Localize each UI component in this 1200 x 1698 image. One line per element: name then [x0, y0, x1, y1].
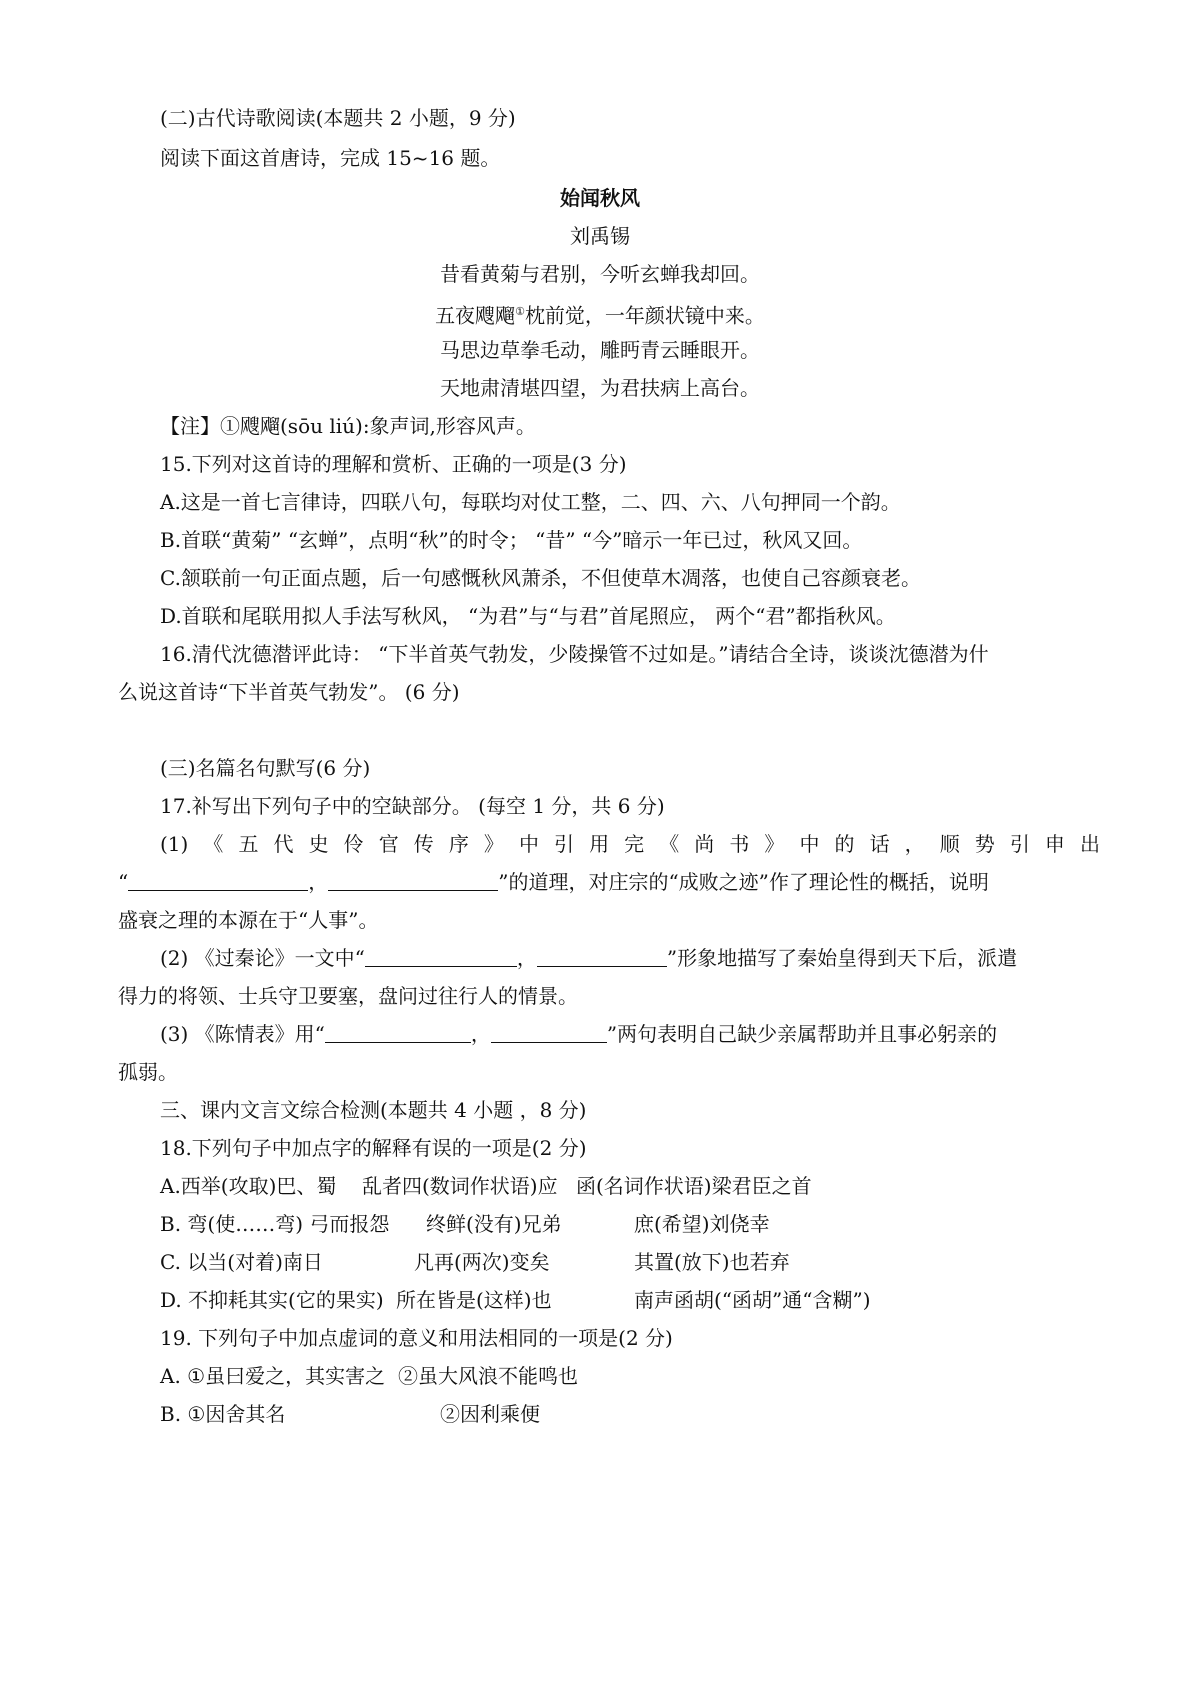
answer-blank-3[interactable]	[365, 946, 517, 967]
answer-blank-2[interactable]	[328, 870, 498, 891]
q18-option-b	[160, 1210, 1100, 1238]
comma: ，	[470, 1022, 491, 1046]
justified-char: 话	[869, 832, 890, 856]
q16-line-2: 么说这首诗“下半首英气勃发”。 (6 分)	[118, 680, 460, 704]
justified-char: 官	[378, 832, 399, 856]
justified-char: 中	[518, 832, 539, 856]
justified-char: 引	[1009, 832, 1030, 856]
poem-author: 刘禹锡	[570, 224, 630, 248]
q18-option-d	[160, 1286, 1100, 1314]
section-heading-recitation: (三)名篇名句默写(6 分)	[160, 756, 371, 780]
q18-option-a	[160, 1172, 1100, 1200]
justified-char: 出	[1079, 832, 1100, 856]
justified-char: ，	[904, 832, 925, 856]
justified-char: 中	[799, 832, 820, 856]
answer-blank-5[interactable]	[325, 1022, 471, 1043]
q18-d-col-3: 南声函胡(“函胡”通“含糊”)	[634, 1288, 871, 1312]
q18-c-col-2: 凡再(两次)变矣	[414, 1250, 550, 1274]
justified-char: 》	[483, 832, 504, 856]
q17-item-3-line-2: 孤弱。	[118, 1060, 178, 1084]
justified-char: 《	[659, 832, 680, 856]
comma: ，	[308, 870, 329, 894]
q18-option-c	[160, 1248, 1100, 1276]
part-three-heading: 三、课内文言文综合检测(本题共 4 小题 ，8 分)	[160, 1098, 587, 1122]
q19-b-sentence-1: B. ①因舍其名	[160, 1402, 286, 1426]
q18-b-col-2: 终鲜(没有)兄弟	[426, 1212, 562, 1236]
answer-blank-1[interactable]	[128, 870, 308, 891]
q18-b-col-1: B. 弯(使……弯) 弓而报怨	[160, 1212, 390, 1236]
answer-blank-4[interactable]	[537, 946, 667, 967]
q18-a-col-1: A.西举(攻取)巴、蜀	[160, 1174, 337, 1198]
justified-char: 五	[238, 832, 259, 856]
justified-char: 的	[834, 832, 855, 856]
justified-char: 完	[624, 832, 645, 856]
q17-item-3-prefix: (3) 《陈情表》用“	[160, 1022, 325, 1046]
justified-char: 》	[764, 832, 785, 856]
q19-option-b	[160, 1400, 1100, 1428]
justified-char: 势	[974, 832, 995, 856]
justified-char: 顺	[939, 832, 960, 856]
q19-a-sentence-1: A. ①虽曰爱之，其实害之	[160, 1364, 386, 1388]
footnote-marker: ①	[515, 305, 525, 318]
justified-char: 伶	[343, 832, 364, 856]
comma: ，	[516, 946, 537, 970]
q18-stem: 18.下列句子中加点字的解释有误的一项是(2 分)	[160, 1136, 587, 1160]
justified-char: 史	[308, 832, 329, 856]
q19-a-sentence-2: ②虽大风浪不能鸣也	[398, 1364, 578, 1388]
poem-line-1: 昔看黄菊与君别，今听玄蝉我却回。	[440, 262, 760, 286]
q18-a-col-2: 乱者四(数词作状语)应	[362, 1174, 558, 1198]
q17-item-3-suffix: ”两句表明自己缺少亲属帮助并且事必躬亲的	[606, 1022, 998, 1046]
q19-b-sentence-2: ②因利乘便	[440, 1402, 540, 1426]
q18-b-col-3: 庶(希望)刘侥幸	[634, 1212, 770, 1236]
q17-item-2-prefix: (2) 《过秦论》一文中“	[160, 946, 365, 970]
section-heading-poetry: (二)古代诗歌阅读(本题共 2 小题，9 分)	[160, 106, 516, 130]
q15-option-a: A.这是一首七言律诗，四联八句，每联均对仗工整，二、四、六、八句押同一个韵。	[160, 490, 901, 514]
reading-instruction: 阅读下面这首唐诗，完成 15~16 题。	[160, 146, 501, 170]
q17-item-1-line-3: 盛衰之理的本源在于“人事”。	[118, 908, 379, 932]
q18-c-col-1: C. 以当(对着)南日	[160, 1250, 323, 1274]
poem-line-4: 天地肃清堪四望，为君扶病上高台。	[440, 376, 760, 400]
q17-item-3-line-1	[160, 1020, 997, 1048]
justified-char: 传	[413, 832, 434, 856]
justified-char: 用	[589, 832, 610, 856]
answer-blank-6[interactable]	[491, 1022, 607, 1043]
q17-item-1-line-1	[160, 830, 1100, 858]
q17-stem: 17.补写出下列句子中的空缺部分。 (每空 1 分，共 6 分)	[160, 794, 665, 818]
justified-char: 尚	[694, 832, 715, 856]
q17-item-1-rest: ”的道理，对庄宗的“成败之迹”作了理论性的概括，说明	[498, 870, 989, 894]
poem-line-3: 马思边草拳毛动，雕眄青云睡眼开。	[440, 338, 760, 362]
poem-note: 【注】①飕飗(sōu liú):象声词,形容风声。	[160, 414, 536, 438]
q17-item-1-line-2	[118, 868, 989, 896]
q18-c-col-3: 其置(放下)也若弃	[634, 1250, 790, 1274]
q15-option-d: D.首联和尾联用拟人手法写秋风， “为君”与“与君”首尾照应， 两个“君”都指秋风。	[160, 604, 896, 628]
justified-char: 引	[554, 832, 575, 856]
poem-line-2-part-b: 枕前觉，一年颜状镜中来。	[524, 303, 765, 328]
poem-line-2-part-a: 五夜飕飗	[435, 303, 516, 328]
q17-item-2-line-1	[160, 944, 1017, 972]
justified-char: 《	[203, 832, 224, 856]
q18-d-col-1: D. 不抑耗其实(它的果实)	[160, 1288, 384, 1312]
justified-char: 书	[729, 832, 750, 856]
justified-char: 序	[448, 832, 469, 856]
open-quote: “	[118, 870, 129, 894]
q19-option-a	[160, 1362, 1100, 1390]
q16-line-1: 16.清代沈德潜评此诗： “下半首英气勃发，少陵操管不过如是。”请结合全诗，谈谈沈德潜为什	[160, 642, 989, 666]
poem-line-2	[0, 298, 1200, 330]
q19-stem: 19. 下列句子中加点虚词的意义和用法相同的一项是(2 分)	[160, 1326, 673, 1350]
poem-title: 始闻秋风	[560, 186, 640, 210]
q15-option-c: C.颔联前一句正面点题，后一句感慨秋风萧杀，不但使草木凋落，也使自己容颜衰老。	[160, 566, 921, 590]
q18-a-col-3: 函(名词作状语)梁君臣之首	[576, 1174, 812, 1198]
q17-item-2-suffix: ”形象地描写了秦始皇得到天下后，派遣	[666, 946, 1018, 970]
justified-char: (1)	[160, 832, 189, 856]
justified-char: 申	[1044, 832, 1065, 856]
q17-item-2-line-2: 得力的将领、士兵守卫要塞，盘问过往行人的情景。	[118, 984, 578, 1008]
q18-d-col-2: 所在皆是(这样)也	[396, 1288, 552, 1312]
justified-char: 代	[273, 832, 294, 856]
q15-option-b: B.首联“黄菊” “玄蝉”，点明“秋”的时令； “昔” “今”暗示一年已过，秋风又回。	[160, 528, 863, 552]
q15-stem: 15.下列对这首诗的理解和赏析、正确的一项是(3 分)	[160, 452, 627, 476]
